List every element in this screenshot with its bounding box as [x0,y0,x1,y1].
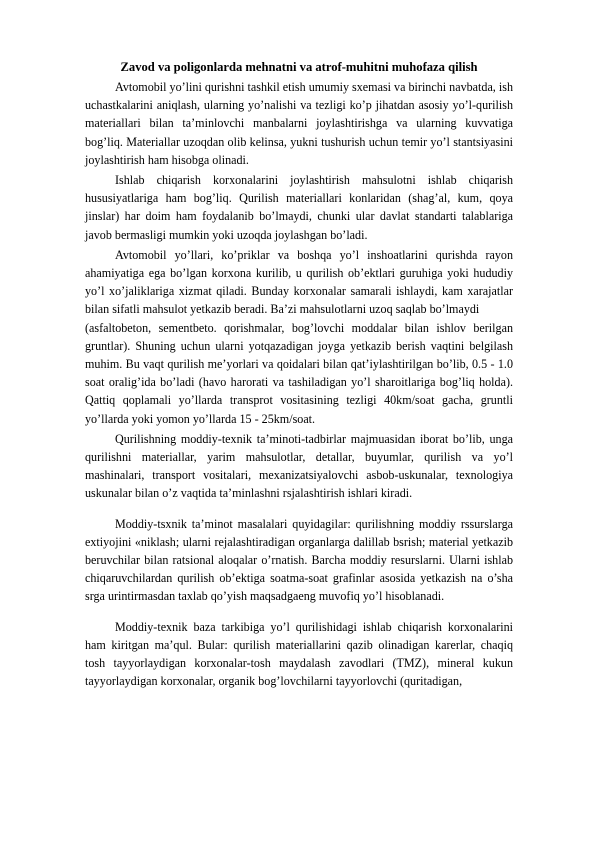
paragraph-enterprise-placement: Ishlab chiqarish korxonalarini joylashtirish mahsulotni ishlab chiqarish hususiyatlariga ham bog’liq. Qurilish materiallari konlaridan (shag’al, kum, qoya jinslar) har doim ham foydalanib bo’lmaydi, chunki ular davlat standarti talablariga javob bermasligi mumkin yoki uzoqda joylashgan bo’ladi. [85,173,513,242]
paragraph-regional-enterprises: Avtomobil yo’llari, ko’priklar va boshqa yo’l inshoatlarini qurishda rayon ahamiyatiga ega bo’lgan korxona kurilib, u qurilish ob’ektlari guruhiga yoki hududiy yo’l xo’jaliklariga xizmat qiladi. Bunday korxonalar samarali ishlaydi, kam xarajatlar bilan sifatli mahsulot yetkazib beradi. Ba’zi mahsulotlarni uzoq saqlab bo’lmaydi [85,247,513,317]
document-title: Zavod va poligonlarda mehnatni va atrof-muhitni muhofaza qilish [120,60,478,74]
document-page [85,58,513,691]
paragraph-road-construction-organization: Avtomobil yo’lini qurishni tashkil etish umumiy sxemasi va birinchi navbatda, ish uchastkalarini aniqlash, ularning yo’nalishi va tezligi ko’p jihatdan asosiy yo’l-qurilish materiallari bilan ta’minlovchi manbalarni joylashtirishga va ularning kuvvatiga bog’liq. Materiallar uzoqdan olib kelinsa, yukni tushurish uchun temir yo’l stantsiyasini joylashtirish ham hisobga olinadi. [85,80,513,167]
paragraph-delivery-time: (asfaltobeton, sementbeto. qorishmalar, bog’lovchi moddalar bilan ishlov berilgan gruntlar). Shuning uchun ularni yotqazadigan joyga yetkazib berish vaqtini belgilash muhim. Bu vaqt qurilish me’yorlari va qoidalari bilan qat’iylashtirilgan bo’lib, 0.5 - 1.0 soat oralig’ida bo’ladi (havo harorati va tashiladigan yo’l sharoitlariga bog’liq holda). Qattiq qoplamali yo’llarda transprot vositasining tezligi 40km/soat gacha, gruntli yo’llarda yoki yomon yo’llarda 15 - 25km/soat. [85,320,513,426]
paragraph-technical-base: Moddiy-texnik baza tarkibiga yo’l qurilishidagi ishlab chiqarish korxonalarini ham kiritgan ma’qul. Bular: qurilish materiallarini qazib olinadigan karerlar, chaqiq tosh tayyorlaydigan korxonalar-tosh maydalash zavodlari (TMZ), mineral kukun tayyorlaydigan korxonalar, organik bog’lovchilarni tayyorlovchi (quritadigan, [85,619,513,689]
paragraph-material-technical-supply: Qurilishning moddiy-texnik ta’minoti-tadbirlar majmuasidan iborat bo’lib, unga qurilishni materiallar, yarim mahsulotlar, detallar, buyumlar, qurilish va yo’l mashinalari, transport vositalari, mexanizatsiyalovchi asbob-uskunalar, texnologiya uskunalar bilan o’z vaqtida ta’minlashni rsjalashtirish ishlari kiradi. [85,431,513,501]
paragraph-supply-issues: Moddiy-tsxnik ta’minot masalalari quyidagilar: qurilishning moddiy rssurslarga extiyojini «niklash; ularni rejalashtiradigan organlarga dalillab bsrish; material yetkazib beruvchilar bilan ratsional aloqalar o’rnatish. Barcha moddiy resurslarni. Ularni ishlab chiqaruvchilardan qurilish ob’ektiga soatma-soat grafinlar asosida yetkazish na o’sha srga urintirmasdan taxlab qo’yish maqsadgaeng muvofiq yo’l hisoblanadi. [85,516,513,604]
